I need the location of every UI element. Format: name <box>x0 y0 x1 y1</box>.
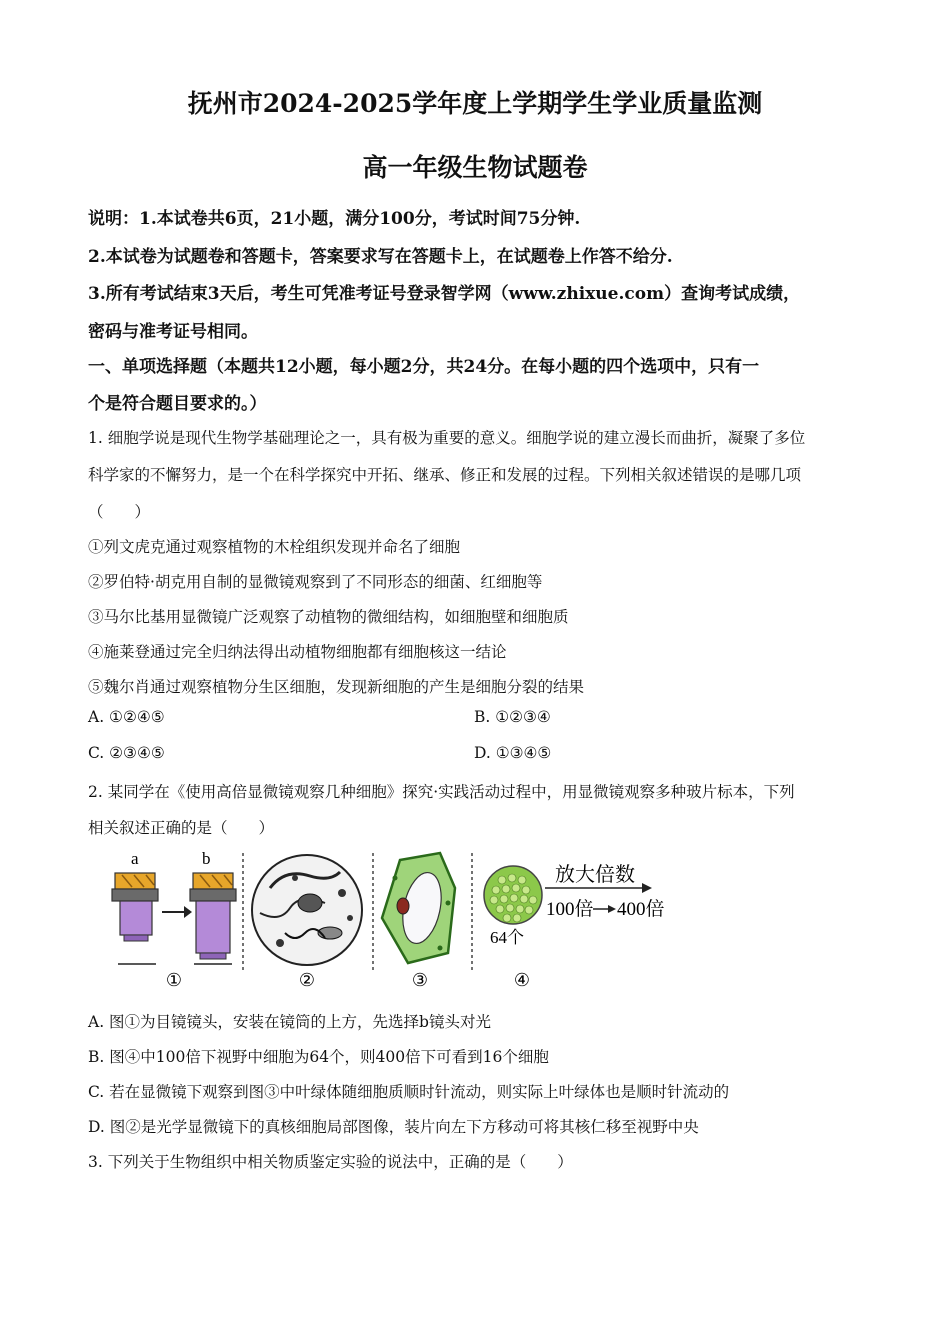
zoom-from: 100倍 <box>546 899 594 920</box>
q2-stem-line-1: 2. 某同学在《使用高倍显微镜观察几种细胞》探究·实践活动过程中，用显微镜观察多种玻片标本，下列 <box>88 783 795 801</box>
note-line-3: 3.所有考试结束3天后，考生可凭准考证号登录智学网（www.zhixue.com）查询考试成绩， <box>88 284 801 304</box>
q1-stem-line-1: 1. 细胞学说是现代生物学基础理论之一，具有极为重要的意义。细胞学说的建立漫长而曲折，凝聚了多位 <box>88 429 806 447</box>
q1-option-d: D. ①③④⑤ <box>474 744 552 762</box>
q1-statement-2: ②罗伯特·胡克用自制的显微镜观察到了不同形态的细菌、红细胞等 <box>88 573 543 591</box>
exam-title: 抚州市2024-2025学年度上学期学生学业质量监测 <box>187 89 763 118</box>
cell-micrograph-panel <box>252 855 362 991</box>
figure-num-3: ③ <box>411 970 429 991</box>
zoom-to: 400倍 <box>617 899 665 920</box>
lens-b-icon <box>190 873 236 959</box>
q2-figure <box>110 848 690 993</box>
lens-a-icon <box>112 873 158 941</box>
figure-num-1: ① <box>165 970 183 991</box>
section-heading-line-2: 个是符合题目要求的。） <box>88 394 267 414</box>
plant-cell-panel <box>382 853 455 991</box>
label-a: a <box>131 849 139 868</box>
q1-option-b: B. ①②③④ <box>474 708 551 726</box>
zoom-label: 放大倍数 <box>555 864 635 886</box>
exam-subtitle: 高一年级生物试题卷 <box>362 153 588 182</box>
arrow-icon <box>162 906 192 918</box>
q1-stem-line-2: 科学家的不懈努力，是一个在科学探究中开拓、继承、修正和发展的过程。下列相关叙述错误的是哪几项 <box>88 466 802 484</box>
q2-stem-line-2: 相关叙述正确的是（ ） <box>88 819 275 837</box>
lens-panel <box>112 849 236 991</box>
q1-option-a: A. ①②④⑤ <box>88 708 165 726</box>
q3-stem-line-1: 3. 下列关于生物组织中相关物质鉴定实验的说法中，正确的是（ ） <box>88 1153 573 1171</box>
q1-option-c: C. ②③④⑤ <box>88 744 165 762</box>
note-line-1: 说明：1.本试卷共6页，21小题，满分100分，考试时间75分钟. <box>88 209 581 229</box>
q1-statement-4: ④施莱登通过完全归纳法得出动植物细胞都有细胞核这一结论 <box>88 643 507 661</box>
q2-option-b: B. 图④中100倍下视野中细胞为64个，则400倍下可看到16个细胞 <box>88 1048 549 1066</box>
zoom-arrow-icon <box>642 883 652 893</box>
zoom-step-arrow-icon <box>608 905 616 913</box>
note-line-2: 2.本试卷为试题卷和答题卡，答案要求写在答题卡上，在试题卷上作答不给分. <box>88 247 673 267</box>
q2-option-c: C. 若在显微镜下观察到图③中叶绿体随细胞质顺时针流动，则实际上叶绿体也是顺时针流动的 <box>88 1083 730 1101</box>
figure-num-2: ② <box>298 970 316 991</box>
q1-answer-paren: （ ） <box>88 503 151 521</box>
magnification-panel <box>484 863 665 991</box>
q2-option-a: A. 图①为目镜镜头，安装在镜筒的上方，先选择b镜头对光 <box>88 1013 491 1031</box>
q1-statement-1: ①列文虎克通过观察植物的木栓组织发现并命名了细胞 <box>88 538 461 556</box>
note-line-4: 密码与准考证号相同。 <box>88 322 258 342</box>
q1-statement-5: ⑤魏尔肖通过观察植物分生区细胞，发现新细胞的产生是细胞分裂的结果 <box>88 678 585 696</box>
figure-num-4: ④ <box>513 970 531 991</box>
section-heading-line-1: 一、单项选择题（本题共12小题，每小题2分，共24分。在每小题的四个选项中，只有一 <box>88 357 760 377</box>
label-b: b <box>202 849 211 868</box>
cell-count-label: 64个 <box>490 928 524 947</box>
q1-statement-3: ③马尔比基用显微镜广泛观察了动植物的微细结构，如细胞壁和细胞质 <box>88 608 569 626</box>
q2-option-d: D. 图②是光学显微镜下的真核细胞局部图像，装片向左下方移动可将其核仁移至视野中央 <box>88 1118 699 1136</box>
